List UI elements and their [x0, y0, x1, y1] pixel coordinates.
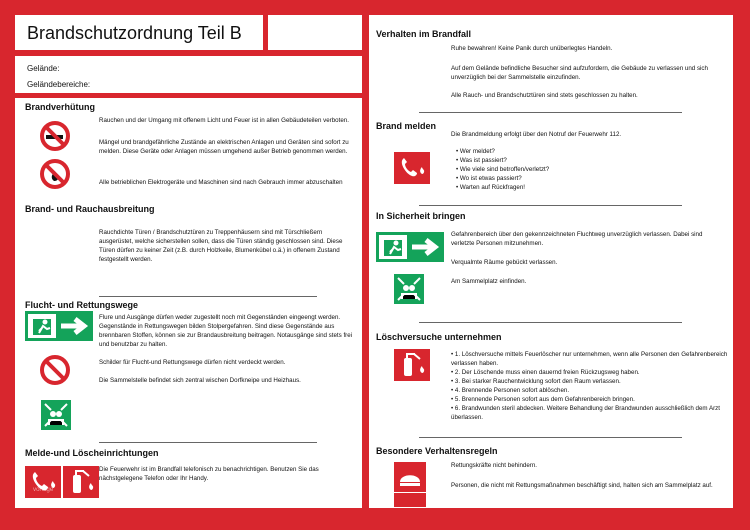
loesch-heading: Löschversuche unternehmen	[376, 332, 502, 342]
brandverhuetung-heading: Brandverhütung	[25, 102, 96, 112]
exit-sign-icon	[25, 311, 93, 341]
fire-alarm-icon	[394, 462, 426, 492]
left-panel	[15, 98, 362, 508]
list-item: • Wer meldet?	[456, 147, 726, 156]
verhalten-heading: Verhalten im Brandfall	[376, 29, 472, 39]
flucht-text-3: Die Sammelstelle befindet sich zentral wischen Dorfkneipe und Heizhaus.	[99, 377, 301, 384]
separator	[419, 322, 682, 323]
list-item: • 2. Der Löschende muss einen dauernd freien Rückzugsweg haben.	[451, 368, 731, 377]
list-item: • 1. Löschversuche mittels Feuerlöscher nur unternehmen, wenn alle Personen den Gefahrenbereich verlassen haben.	[451, 350, 731, 368]
separator	[419, 205, 682, 206]
rauch-heading: Brand- und Rauchausbreitung	[25, 204, 155, 214]
fire-extinguisher-icon	[394, 349, 430, 381]
melde-heading: Melde-und Löscheinrichtungen	[25, 448, 159, 458]
no-open-fire-icon	[39, 158, 71, 190]
sicherheit-text-3: Am Sammelplatz einfinden.	[451, 278, 527, 285]
right-panel	[369, 15, 733, 508]
list-item: • 5. Brennende Personen sofort aus dem Gefahrenbereich bringen.	[451, 395, 731, 404]
brandverhuetung-text-1: Rauchen und der Umgang mit offenem Licht und Feuer ist in allen Gebäudeteilen verboten.	[99, 117, 349, 124]
list-item: • Wie viele sind betroffen/verletzt?	[456, 165, 726, 174]
besondere-text-1: Rettungskräfte nicht behindern.	[451, 462, 537, 469]
verhalten-text-3: Alle Rauch- und Brandschutztüren sind stets geschlossen zu halten.	[451, 92, 638, 99]
sicherheit-text-1: Gefahrenbereich über den gekennzeichneten Fluchtweg unverzüglich verlassen. Dabei sind verletzte Personen mitzunehmen.	[451, 231, 703, 247]
list-item: • 3. Bei starker Rauchentwicklung sofort den Raum verlassen.	[451, 377, 731, 386]
flucht-text-1: Flure und Ausgänge dürfen weder zugestellt noch mit Gegenständen eingeengt werden. Gegenstände in Rettungswegen bilden Stolpergefahren. Sind diese Gegenstände aus brennbaren Stoffen, können sie zur Brandausbreitung beitragen. Notausgänge sind stets frei und benutzbar zu halten.	[99, 314, 353, 348]
verhalten-text-2: Auf dem Gelände befindliche Besucher sind aufzufordern, die Gebäude zu verlassen und sich unverzüglich bei der Sammelstelle einzufinden.	[451, 65, 708, 81]
assembly-point-icon	[394, 274, 424, 304]
fire-telephone-icon	[394, 152, 430, 184]
gelaende-label: Gelände:	[27, 64, 60, 73]
melden-list	[449, 147, 726, 192]
sicherheit-text-2: Verqualmte Räume gebückt verlassen.	[451, 259, 558, 266]
besondere-heading: Besondere Verhaltensregeln	[376, 446, 498, 456]
watermark: vorlage	[33, 486, 54, 493]
exit-sign-icon	[376, 232, 444, 262]
separator	[419, 112, 682, 113]
fire-extinguisher-icon	[63, 466, 99, 498]
melden-text: Die Brandmeldung erfolgt über den Notruf der Feuerwehr 112.	[451, 131, 622, 138]
brandverhuetung-text-3: Alle betrieblichen Elektrogeräte und Maschinen sind nach Gebrauch immer abzuschalten	[99, 179, 343, 186]
title-box	[15, 15, 263, 50]
flucht-text-2: Schilder für Flucht-und Rettungswege dürfen nicht verdeckt werden.	[99, 359, 286, 366]
sicherheit-heading: In Sicherheit bringen	[376, 211, 466, 221]
blank-box	[268, 15, 362, 50]
bereiche-label: Geländebereiche:	[27, 80, 91, 89]
assembly-point-icon	[41, 400, 71, 430]
page-title: Brandschutzordnung Teil B	[27, 23, 242, 43]
brandverhuetung-text-2: Mängel und brandgefährliche Zustände an elektrischen Anlagen und Geräten sind sofort zu melden. Diese Geräte oder Anlagen müssen umgehend außer Betrieb genommen werden.	[99, 139, 349, 155]
verhalten-text-1: Ruhe bewahren! Keine Panik durch unüberlegtes Handeln.	[451, 45, 613, 52]
melden-heading: Brand melden	[376, 121, 437, 131]
prohibition-icon	[39, 354, 71, 386]
separator	[419, 437, 682, 438]
separator	[99, 442, 317, 443]
no-smoking-icon	[39, 120, 71, 152]
flucht-heading: Flucht- und Rettungswege	[25, 300, 138, 310]
fire-alarm-base-icon	[394, 493, 426, 507]
list-item: • 6. Brandwunden steril abdecken. Weitere Behandlung der Brandwunden ausschließlich dem Arzt überlassen.	[451, 404, 731, 422]
melde-text: Die Feuerwehr ist im Brandfall telefonisch zu benachrichtigen. Benutzen Sie das nächstgelegene Telefon oder Ihr Handy.	[99, 466, 319, 482]
list-item: • Warten auf Rückfragen!	[456, 183, 726, 192]
besondere-text-2: Personen, die nicht mit Rettungsmaßnahmen beschäftigt sind, halten sich am Sammelplatz auf.	[451, 482, 713, 489]
separator	[99, 296, 317, 297]
fields-box	[15, 56, 362, 93]
rauch-text: Rauchdichte Türen / Brandschutztüren zu Treppenhäusern sind mit Türschließern ausgerüstet, welche sicherstellen sollen, dass die Türen ständig geschlossen sind. Diese Türen dürfen zu keiner Zeit (z.B. durch Holzkeile, Blumenkübel o.ä.) in offenem Zustand festgestellt werden.	[99, 229, 343, 263]
list-item: • Wo ist etwas passiert?	[456, 174, 726, 183]
list-item: • Was ist passiert?	[456, 156, 726, 165]
list-item: • 4. Brennende Personen sofort ablöschen.	[451, 386, 731, 395]
loesch-list	[444, 350, 731, 422]
